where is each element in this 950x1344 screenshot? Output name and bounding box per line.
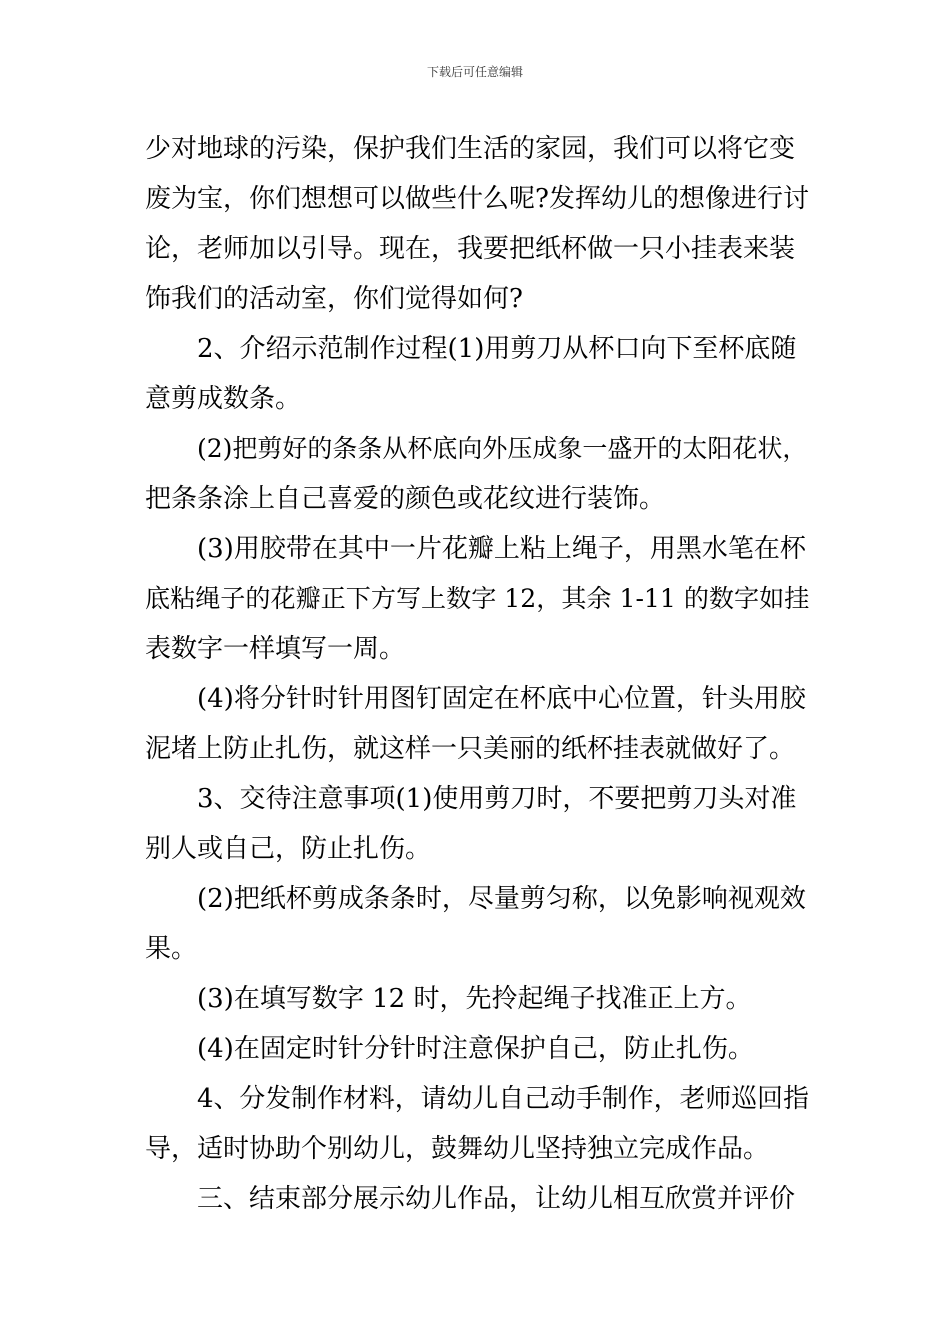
text-line: 意剪成数条。	[145, 384, 302, 414]
text-line: 泥堵上防止扎伤，就这样一只美丽的纸杯挂表就做好了。	[145, 734, 796, 764]
page-header: 下载后可任意编辑	[426, 65, 523, 79]
text-line: (3)在填写数字 12 时，先拎起绳子找准正上方。	[197, 984, 752, 1014]
text-line: 2、介绍示范制作过程(1)用剪刀从杯口向下至杯底随	[197, 334, 797, 364]
text-line: 别人或自己，防止扎伤。	[145, 834, 432, 864]
text-line: 把条条涂上自己喜爱的颜色或花纹进行装饰。	[145, 484, 666, 514]
text-line: 果。	[145, 934, 198, 964]
text-line: 废为宝，你们想想可以做些什么呢?发挥幼儿的想像进行讨	[145, 184, 809, 214]
text-line: 4、分发制作材料，请幼儿自己动手制作，老师巡回指	[197, 1084, 809, 1114]
document-body	[145, 124, 810, 1224]
text-line: (2)把剪好的条条从杯底向外压成象一盛开的太阳花状，	[197, 434, 808, 463]
text-line: 底粘绳子的花瓣正下方写上数字 12，其余 1-11 的数字如挂	[145, 584, 810, 613]
text-line: 论，老师加以引导。现在，我要把纸杯做一只小挂表来装	[145, 234, 796, 264]
text-line: 饰我们的活动室，你们觉得如何?	[145, 284, 523, 314]
text-line: (2)把纸杯剪成条条时，尽量剪匀称，以免影响视观效	[197, 884, 806, 914]
text-line: 3、交待注意事项(1)使用剪刀时，不要把剪刀头对准	[197, 784, 797, 814]
text-line: (3)用胶带在其中一片花瓣上粘上绳子，用黑水笔在杯	[197, 534, 806, 564]
text-line: 表数字一样填写一周。	[145, 634, 406, 664]
text-line: (4)将分针时针用图钉固定在杯底中心位置，针头用胶	[197, 684, 806, 714]
text-line: 导，适时协助个别幼儿，鼓舞幼儿坚持独立完成作品。	[145, 1134, 770, 1164]
text-line: (4)在固定时针分针时注意保护自己，防止扎伤。	[197, 1034, 754, 1064]
text-line: 三、结束部分展示幼儿作品，让幼儿相互欣赏并评价	[197, 1184, 796, 1214]
text-line: 少对地球的污染，保护我们生活的家园，我们可以将它变	[145, 134, 796, 164]
